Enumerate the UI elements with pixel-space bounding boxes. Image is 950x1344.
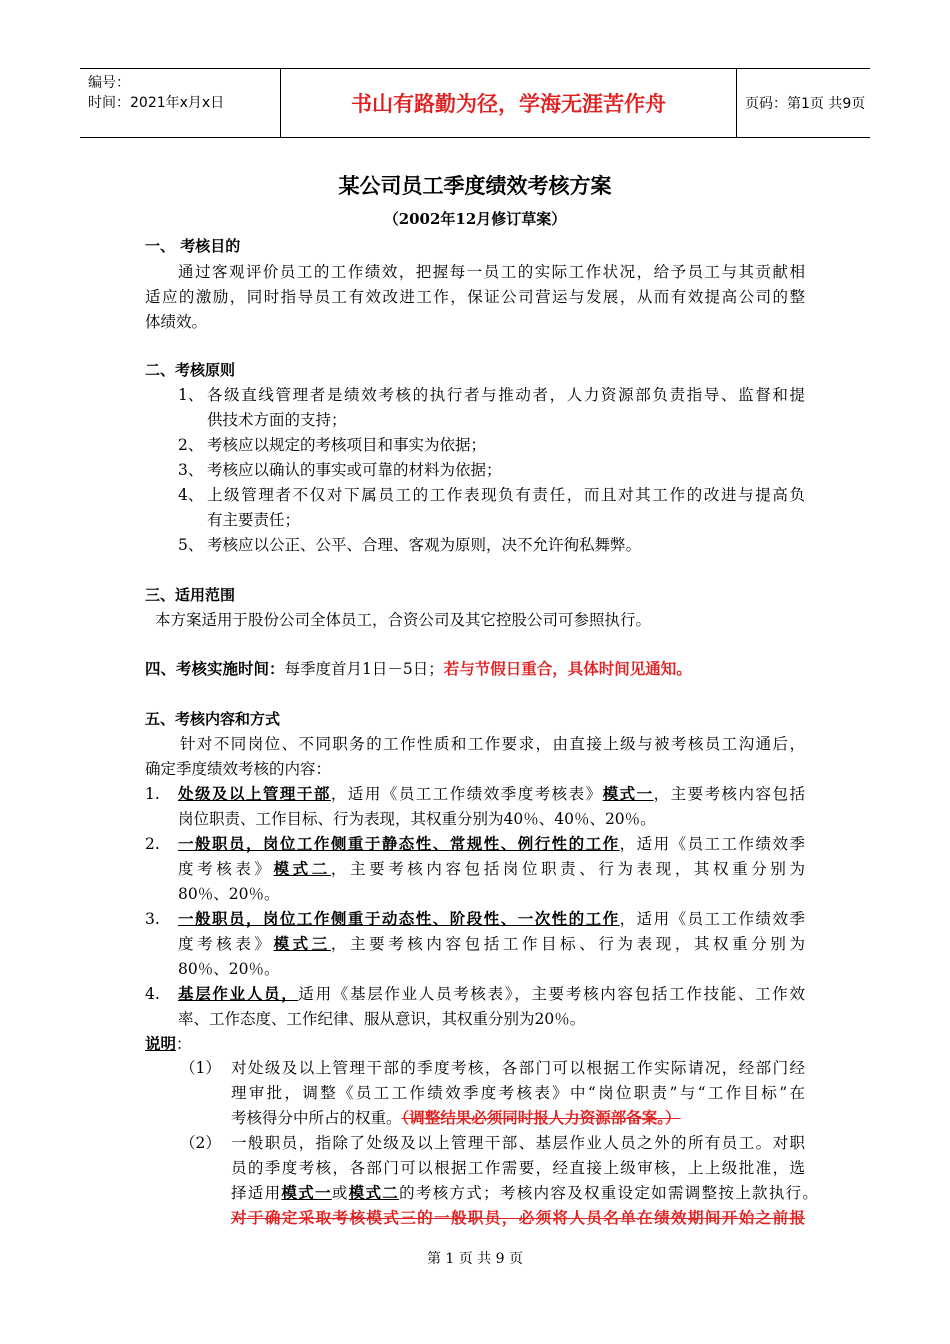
note-number: （1） [180, 1059, 221, 1077]
header-motto: 书山有路勤为径，学海无涯苦作舟 [280, 69, 737, 137]
notes-heading-colon: ： [176, 1035, 192, 1053]
notes-heading [145, 1034, 192, 1054]
mode-name: 模式一 [281, 1184, 332, 1202]
section-5-intro: 确定季度绩效考核的内容： [145, 760, 332, 778]
section-1-heading: 一、 考核目的 [145, 237, 241, 255]
principle-number: 4、 [178, 486, 204, 504]
mode-item-line: 80％、20％。 [178, 885, 280, 903]
mode-item-line [178, 984, 805, 1004]
note-text: 或 [331, 1184, 349, 1202]
mode-text: ，主要考核内容包括工作目标、行为表现，其权重分别为 [330, 935, 805, 953]
mode-text: ，适用《员工工作绩效季度考核表》 [330, 785, 603, 803]
note-text: 考核得分中所占的权重。 [231, 1109, 402, 1127]
header-date: 时间：2021年x月x日 [88, 95, 225, 111]
section-3-line: 本方案适用于股份公司全体员工，合资公司及其它控股公司可参照执行。 [155, 611, 652, 629]
principle-number: 1、 [178, 386, 204, 404]
principle-number: 5、 [178, 536, 204, 554]
section-1-line: 适应的激励，同时指导员工有效改进工作，保证公司营运与发展，从而有效提高公司的整 [145, 288, 805, 306]
note-line [231, 1183, 818, 1203]
note-line [231, 1108, 681, 1128]
note-text: 择适用 [231, 1184, 282, 1202]
mode-target-group: 处级及以上管理干部 [178, 785, 331, 803]
mode-text: 度考核表》 [178, 935, 274, 953]
page-footer: 第 1 页 共 9 页 [426, 1251, 524, 1267]
section-2-heading: 二、考核原则 [145, 361, 236, 379]
mode-item-line [178, 909, 805, 929]
mode-item-number: 1. [145, 785, 160, 803]
deleted-text: 对于确定采取考核模式三的一般职员，必须将人员名单在绩效期间开始之前报 [231, 1209, 805, 1227]
principle-number: 3、 [178, 461, 204, 479]
section-5-heading: 五、考核内容和方式 [145, 710, 281, 728]
principle-text: 考核应以确认的事实或可靠的材料为依据； [207, 461, 502, 479]
section-5-intro: 针对不同岗位、不同职务的工作性质和工作要求，由直接上级与被考核员工沟通后， [180, 735, 805, 753]
principle-text: 考核应以公正、公平、合理、客观为原则，决不允许徇私舞弊。 [207, 536, 642, 554]
serial-number: 编号： [88, 75, 130, 91]
document-header [80, 68, 870, 138]
document-title: 某公司员工季度绩效考核方案 [338, 174, 612, 198]
principle-text: 上级管理者不仅对下属员工的工作表现负有责任，而且对其工作的改进与提高负 [207, 486, 805, 504]
mode-name: 模式二 [348, 1184, 400, 1202]
mode-item-line [178, 934, 805, 954]
mode-text: 度考核表》 [178, 860, 274, 878]
mode-text: ，主要考核内容包括岗位职责、行为表现，其权重分别为 [330, 860, 805, 878]
principle-number: 2、 [178, 436, 204, 454]
note-line [231, 1208, 805, 1228]
notes-heading-label: 说明 [145, 1035, 177, 1053]
section-4-line [145, 659, 692, 679]
principle-text: 各级直线管理者是绩效考核的执行者与推动者，人力资源部负责指导、监督和提 [207, 386, 805, 404]
mode-item-line [178, 859, 805, 879]
mode-name: 模式二 [273, 860, 331, 878]
note-line: 对处级及以上管理干部的季度考核，各部门可以根据工作实际请况，经部门经 [231, 1059, 805, 1077]
section-4-notice: 若与节假日重合，具体时间见通知。 [443, 660, 692, 678]
mode-item-line [178, 784, 805, 804]
section-3-heading: 三、适用范围 [145, 586, 236, 604]
principle-text: 考核应以规定的考核项目和事实为依据； [207, 436, 487, 454]
note-line: 一般职员，指除了处级及以上管理干部、基层作业人员之外的所有员工。对职 [231, 1134, 805, 1152]
section-1-line: 通过客观评价员工的工作绩效，把握每一员工的实际工作状况，给予员工与其贡献相 [178, 263, 805, 281]
header-page-number: 页码：第1页 共9页 [745, 96, 866, 112]
mode-text: ，适用《员工工作绩效季 [619, 835, 805, 853]
section-4-time: 每季度首月1日－5日； [284, 660, 444, 678]
mode-target-group: 基层作业人员， [178, 985, 299, 1003]
mode-text: ，适用《员工工作绩效季 [619, 910, 805, 928]
mode-target-group: 一般职员，岗位工作侧重于静态性、常规性、例行性的工作 [178, 835, 620, 853]
mode-text: 适用《基层作业人员考核表》，主要考核内容包括工作技能、工作效 [298, 985, 805, 1003]
mode-name: 模式三 [273, 935, 331, 953]
mode-item-line: 80％、20％。 [178, 960, 280, 978]
mode-text: ，主要考核内容包括 [653, 785, 805, 803]
section-1-line: 体绩效。 [145, 313, 208, 331]
mode-item-number: 3. [145, 910, 160, 928]
note-line: 员的季度考核，各部门可以根据工作需要，经直接上级审核，上上级批准，选 [231, 1159, 805, 1177]
mode-item-line [178, 834, 805, 854]
mode-item-number: 2. [145, 835, 160, 853]
section-4-heading: 四、考核实施时间： [145, 660, 285, 678]
deleted-text: （调整结果必须同时报人力资源部备案。） [401, 1109, 681, 1127]
header-meta [80, 69, 280, 137]
mode-item-number: 4. [145, 985, 160, 1003]
note-line: 理审批，调整《员工工作绩效季度考核表》中“岗位职责”与“工作目标”在 [231, 1084, 805, 1102]
mode-target-group: 一般职员，岗位工作侧重于动态性、阶段性、一次性的工作 [178, 910, 620, 928]
note-number: （2） [180, 1134, 221, 1152]
document-subtitle: （2002年12月修订草案） [383, 210, 567, 228]
mode-name: 模式一 [602, 785, 654, 803]
principle-text: 有主要责任； [207, 511, 301, 529]
mode-item-line: 岗位职责、工作目标、行为表现，其权重分别为40％、40％、20％。 [178, 810, 656, 828]
principle-text: 供技术方面的支持； [207, 411, 347, 429]
note-text: 的考核方式；考核内容及权重设定如需调整按上款执行。 [399, 1184, 818, 1202]
mode-item-line: 率、工作态度、工作纪律、服从意识，其权重分别为20％。 [178, 1010, 586, 1028]
